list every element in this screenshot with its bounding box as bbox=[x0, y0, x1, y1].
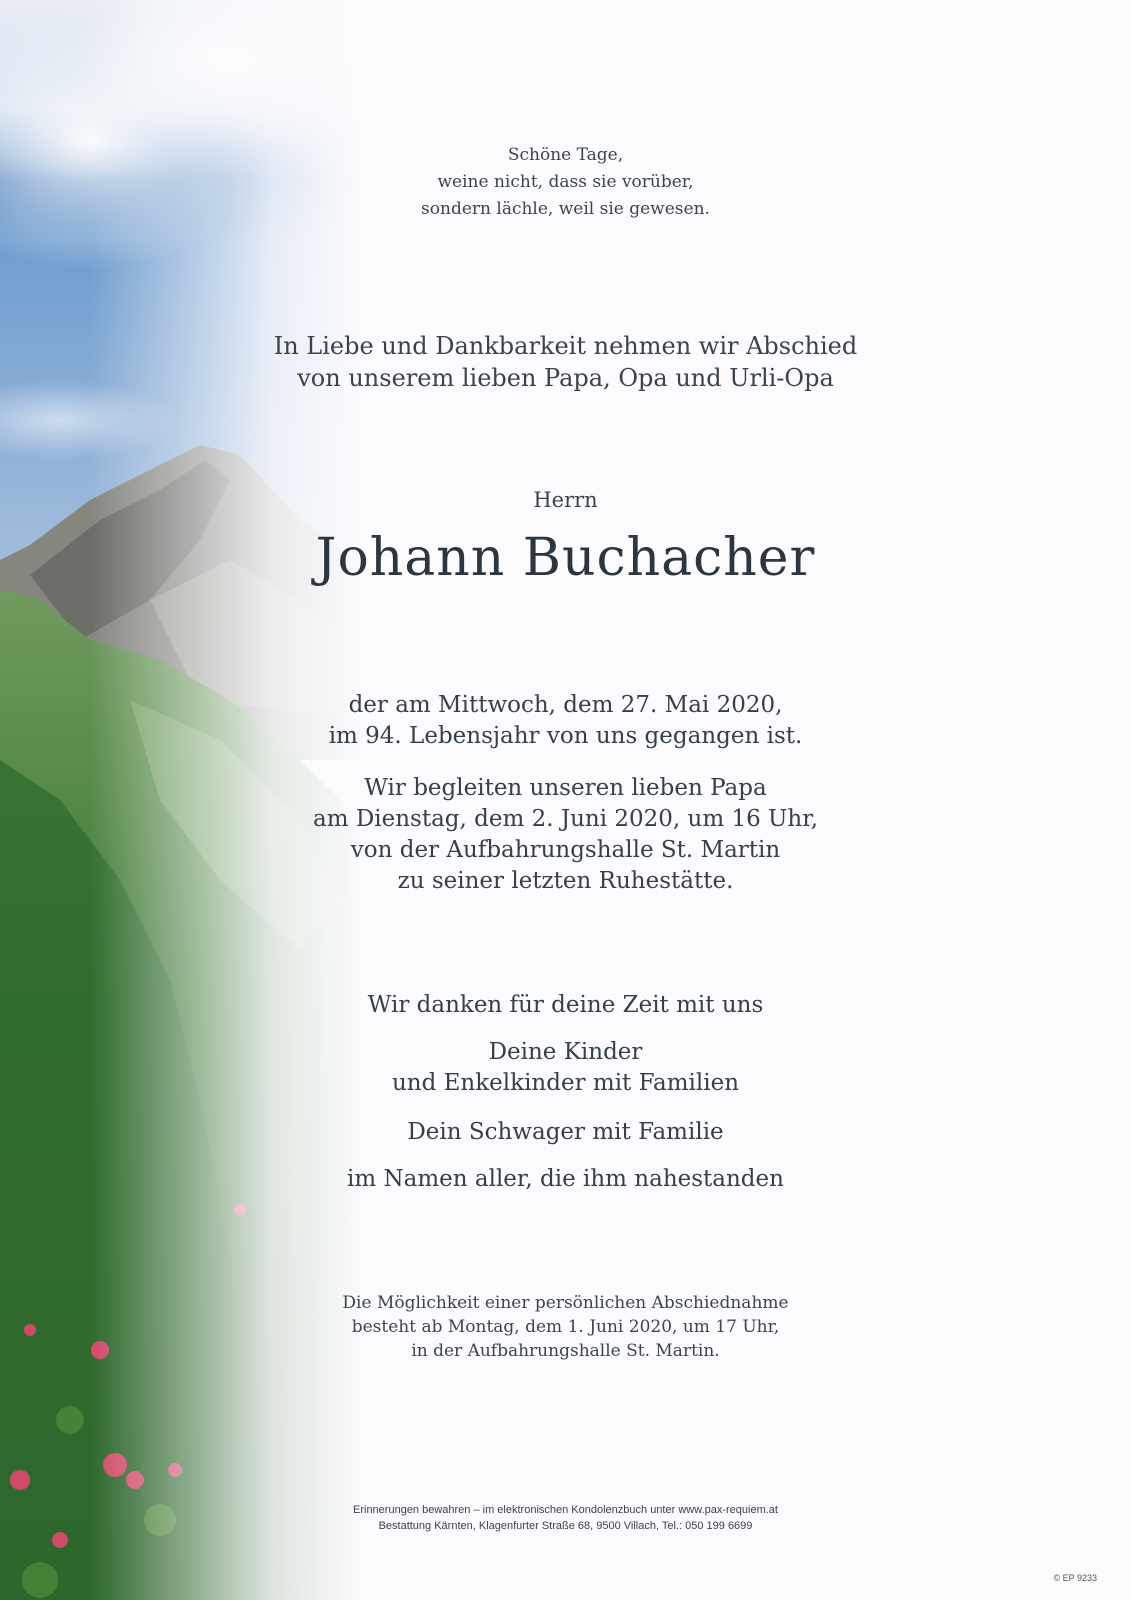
funeral-line: Wir begleiten unseren lieben Papa bbox=[364, 775, 767, 801]
mourners-others: im Namen aller, die ihm nahestanden bbox=[347, 1166, 784, 1192]
funeral-line: von der Aufbahrungshalle St. Martin bbox=[350, 837, 781, 863]
funeral-home-footer bbox=[0, 1502, 1131, 1534]
template-code: © EP 9233 bbox=[1053, 1573, 1097, 1583]
salutation: Herrn bbox=[533, 488, 598, 512]
funeral-line: zu seiner letzten Ruhestätte. bbox=[397, 868, 734, 894]
viewing-notice bbox=[0, 1291, 1131, 1363]
motto-line: Schöne Tage, bbox=[507, 145, 624, 165]
deceased-name: Johann Buchacher bbox=[315, 528, 816, 588]
viewing-line: besteht ab Montag, dem 1. Juni 2020, um 17 Uhr, bbox=[351, 1317, 780, 1337]
mourner-line: Deine Kinder bbox=[488, 1039, 643, 1065]
viewing-line: in der Aufbahrungshalle St. Martin. bbox=[411, 1341, 720, 1361]
death-notice bbox=[0, 690, 1131, 752]
death-line: im 94. Lebensjahr von uns gegangen ist. bbox=[328, 723, 803, 749]
motto-verse bbox=[0, 142, 1131, 223]
intro-line: In Liebe und Dankbarkeit nehmen wir Abschied bbox=[273, 332, 858, 360]
footer-condolence-line: Erinnerungen bewahren – im elektronischen Kondolenzbuch unter www.pax-requiem.at bbox=[353, 1504, 778, 1516]
viewing-line: Die Möglichkeit einer persönlichen Abschiednahme bbox=[342, 1293, 789, 1313]
intro-line: von unserem lieben Papa, Opa und Urli-Opa bbox=[297, 364, 834, 392]
mourners-children bbox=[0, 1037, 1131, 1099]
thanks-line: Wir danken für deine Zeit mit uns bbox=[367, 992, 764, 1018]
death-line: der am Mittwoch, dem 27. Mai 2020, bbox=[348, 692, 783, 718]
funeral-line: am Dienstag, dem 2. Juni 2020, um 16 Uhr, bbox=[312, 806, 819, 832]
footer-address-line: Bestattung Kärnten, Klagenfurter Straße 68, 9500 Villach, Tel.: 050 199 6699 bbox=[378, 1520, 753, 1532]
mourners-brother-in-law: Dein Schwager mit Familie bbox=[407, 1119, 724, 1145]
funeral-details bbox=[0, 773, 1131, 897]
motto-line: sondern lächle, weil sie gewesen. bbox=[421, 199, 710, 219]
motto-line: weine nicht, dass sie vorüber, bbox=[437, 172, 694, 192]
mourner-line: und Enkelkinder mit Familien bbox=[391, 1070, 740, 1096]
farewell-intro bbox=[0, 330, 1131, 394]
